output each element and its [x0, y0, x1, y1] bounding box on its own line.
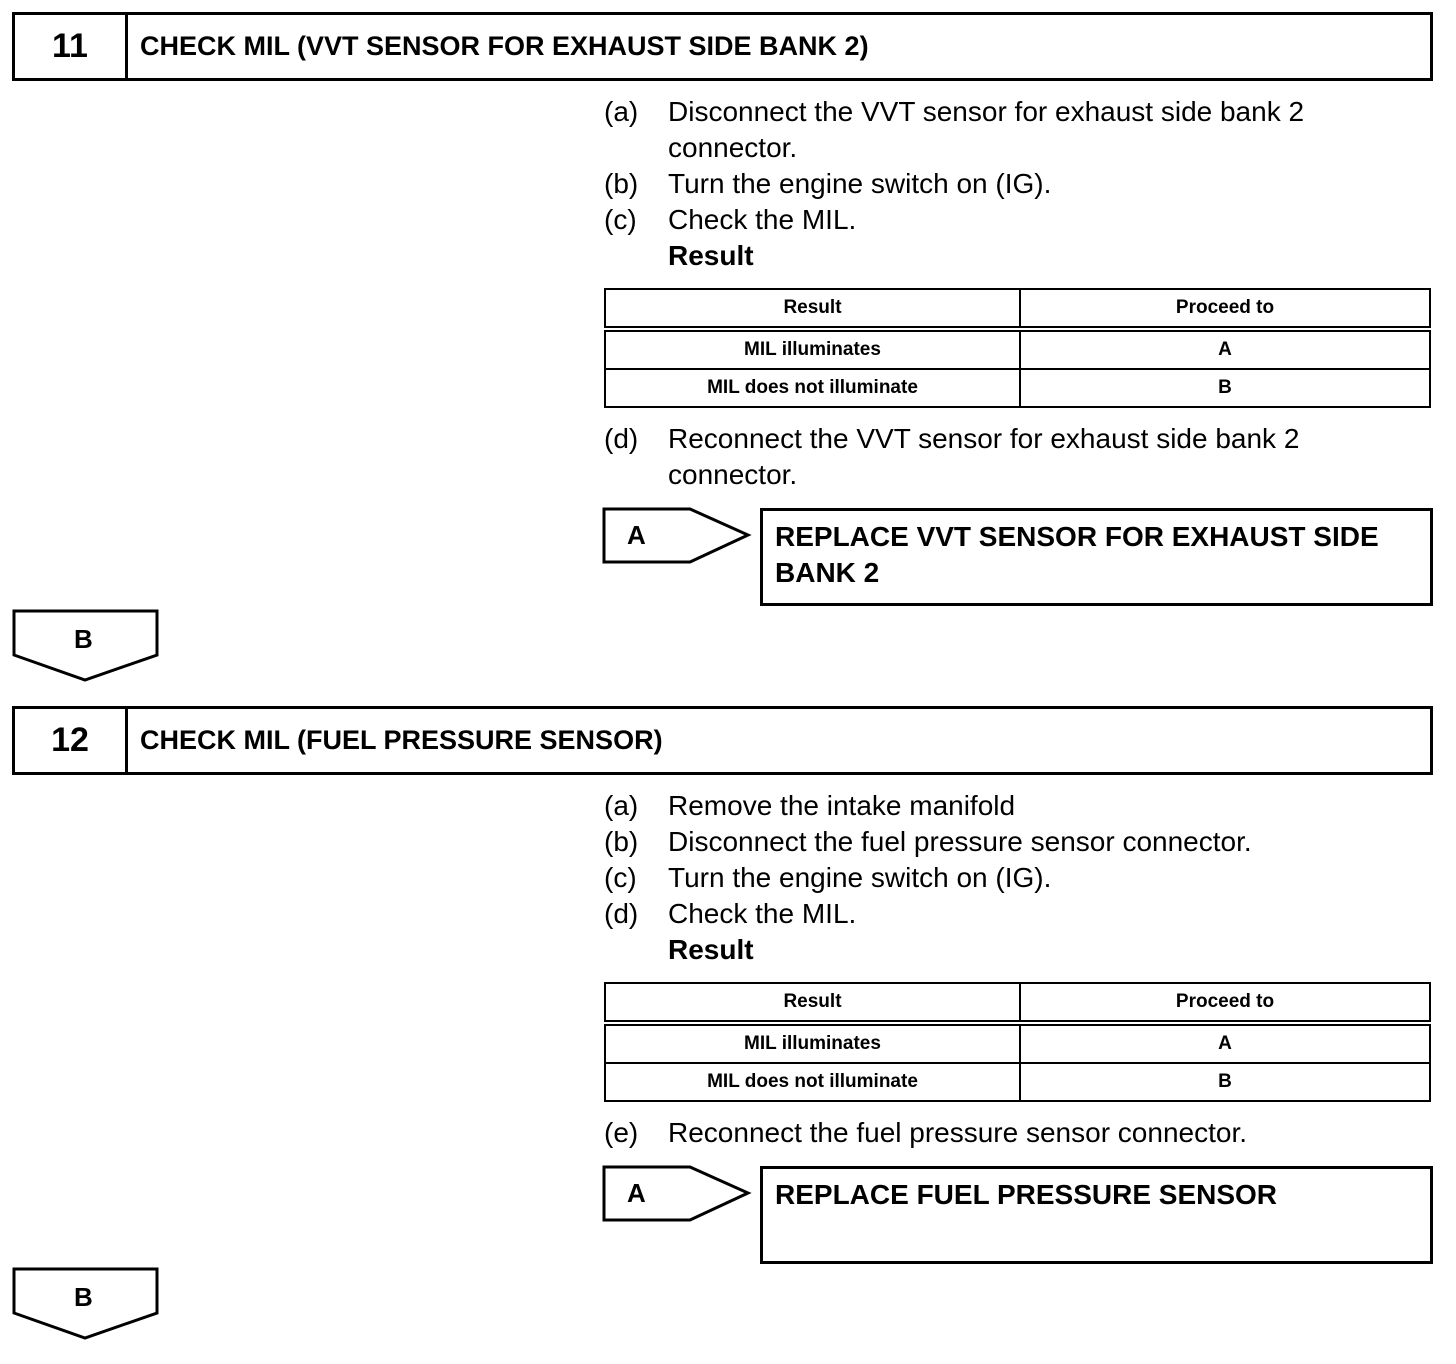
- table-cell: MIL illuminates: [605, 329, 1020, 369]
- table-header: Result: [605, 983, 1020, 1023]
- step-title: CHECK MIL (VVT SENSOR FOR EXHAUST SIDE BANK 2): [140, 31, 869, 61]
- step-label: (d): [604, 898, 639, 929]
- step-label: (a): [604, 96, 639, 127]
- step-item: [604, 824, 1404, 860]
- step-item: [604, 788, 1404, 824]
- step-text: Reconnect the fuel pressure sensor connector.: [668, 1117, 1248, 1148]
- table-cell: B: [1020, 1063, 1430, 1101]
- branch-a-arrow-icon: [602, 1165, 754, 1225]
- step-label: (b): [604, 826, 639, 857]
- branch-a-label: A: [627, 520, 646, 550]
- result-heading: Result: [668, 240, 754, 271]
- section-12-header: [12, 706, 1433, 775]
- step-label: (c): [604, 862, 637, 893]
- step-item: [604, 860, 1404, 896]
- branch-b-label: B: [74, 1282, 93, 1312]
- table-header: Proceed to: [1020, 983, 1430, 1023]
- step-item: [604, 1115, 1404, 1151]
- section-12-steps-before: [604, 788, 1404, 968]
- section-12-steps-after: [604, 1115, 1404, 1151]
- branch-a-arrow-icon: [602, 507, 754, 567]
- step-item: [604, 94, 1404, 166]
- branch-a-action-box: REPLACE VVT SENSOR FOR EXHAUST SIDE BANK 2: [760, 508, 1433, 606]
- step-item: [604, 896, 1404, 932]
- table-cell: MIL does not illuminate: [605, 369, 1020, 407]
- table-cell: B: [1020, 369, 1430, 407]
- table-cell: MIL does not illuminate: [605, 1063, 1020, 1101]
- step-text: Check the MIL.: [668, 204, 857, 235]
- step-label: (d): [604, 423, 639, 454]
- table-cell: MIL illuminates: [605, 1023, 1020, 1063]
- table-header: Result: [605, 289, 1020, 329]
- branch-a-label: A: [627, 1178, 646, 1208]
- result-heading-row: [604, 932, 1404, 968]
- step-item: [604, 421, 1404, 493]
- step-title: CHECK MIL (FUEL PRESSURE SENSOR): [140, 725, 663, 755]
- table-cell: A: [1020, 1023, 1430, 1063]
- table-header: Proceed to: [1020, 289, 1430, 329]
- section-11-steps-before: [604, 94, 1404, 274]
- step-item: [604, 202, 1404, 238]
- step-label: (a): [604, 790, 639, 821]
- result-table: [604, 288, 1431, 408]
- step-label: (c): [604, 204, 637, 235]
- step-number: 11: [15, 15, 128, 78]
- table-row: [605, 1023, 1430, 1063]
- section-11-header: [12, 12, 1433, 81]
- table-row: [605, 329, 1430, 369]
- step-label: (e): [604, 1117, 639, 1148]
- step-text: Check the MIL.: [668, 898, 857, 929]
- step-text: Turn the engine switch on (IG).: [668, 862, 1052, 893]
- step-text: Turn the engine switch on (IG).: [668, 168, 1052, 199]
- table-cell: A: [1020, 329, 1430, 369]
- result-heading-row: [604, 238, 1404, 274]
- branch-a-action-box: REPLACE FUEL PRESSURE SENSOR: [760, 1166, 1433, 1264]
- result-table: [604, 982, 1431, 1102]
- table-row: [605, 1063, 1430, 1101]
- step-text: Disconnect the fuel pressure sensor connector.: [668, 826, 1252, 857]
- step-text: Remove the intake manifold: [668, 790, 1016, 821]
- step-number: 12: [15, 709, 128, 772]
- branch-b-label: B: [74, 624, 93, 654]
- step-label: (b): [604, 168, 639, 199]
- step-text: Reconnect the VVT sensor for exhaust side bank 2 connector.: [668, 423, 1300, 490]
- table-row: [605, 369, 1430, 407]
- section-11-steps-after: [604, 421, 1404, 493]
- result-heading: Result: [668, 934, 754, 965]
- step-item: [604, 166, 1404, 202]
- step-text: Disconnect the VVT sensor for exhaust side bank 2 connector.: [668, 96, 1305, 163]
